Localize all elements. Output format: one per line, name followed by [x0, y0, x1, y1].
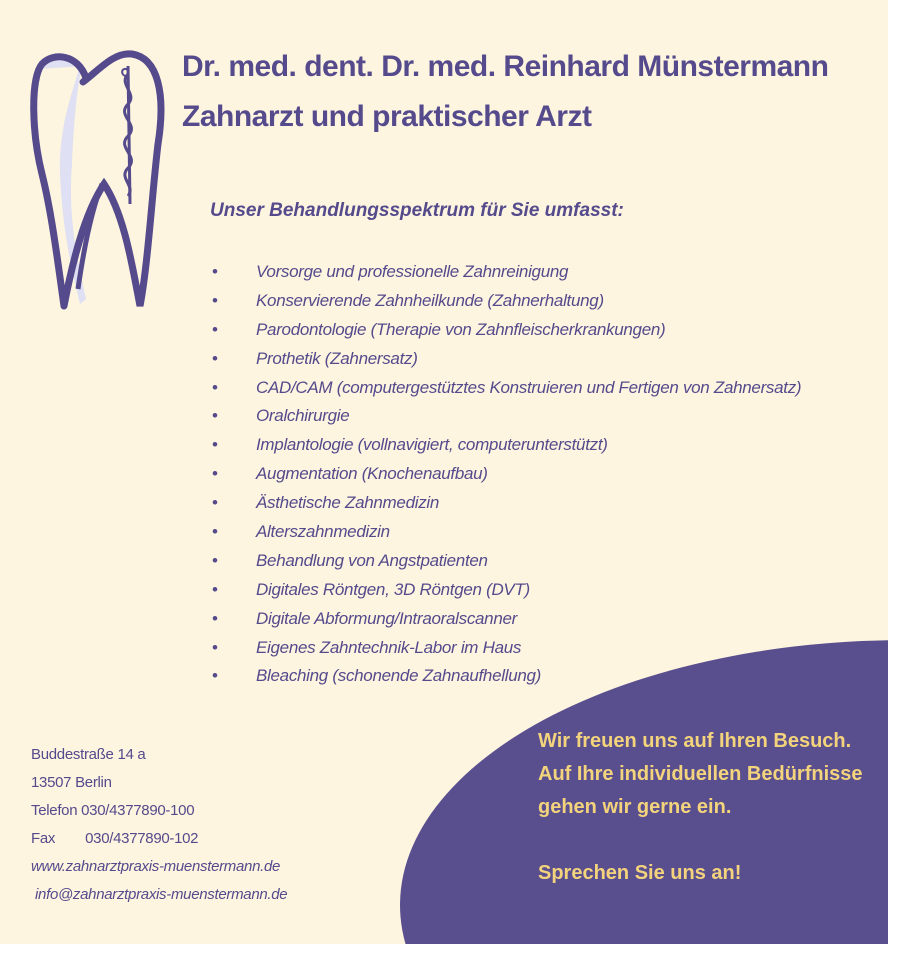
message-line: Auf Ihre individuellen Bedürfnisse — [538, 763, 863, 785]
doctor-profession-heading: Zahnarzt und praktischer Arzt — [182, 100, 592, 133]
service-item — [210, 349, 801, 378]
welcome-message — [538, 730, 863, 895]
service-item — [210, 406, 801, 435]
service-item — [210, 580, 801, 609]
website-link[interactable]: www.zahnarztpraxis-muenstermann.de — [31, 858, 281, 875]
service-item — [210, 291, 801, 320]
fax-number: 030/4377890-102 — [85, 830, 199, 847]
message-line: gehen wir gerne ein. — [538, 796, 732, 818]
service-label: Bleaching (schonende Zahnaufhellung) — [256, 666, 542, 686]
message-call-to-action: Sprechen Sie uns an! — [538, 862, 742, 884]
service-item — [210, 551, 801, 580]
bullet-icon: • — [212, 319, 218, 339]
service-item — [210, 378, 801, 407]
service-label: Implantologie (vollnavigiert, computerunterstützt) — [256, 435, 608, 455]
service-label: Vorsorge und professionelle Zahnreinigung — [256, 262, 569, 281]
service-item — [210, 464, 801, 493]
fax-row — [31, 830, 287, 858]
service-label: Parodontologie (Therapie von Zahnfleischerkrankungen) — [256, 319, 666, 339]
bullet-icon: • — [212, 290, 218, 310]
address-street: Buddestraße 14 a — [31, 746, 146, 763]
service-item — [210, 609, 801, 638]
service-label: Eigenes Zahntechnik-Labor im Haus — [256, 637, 522, 657]
bullet-icon: • — [212, 435, 218, 455]
bullet-icon: • — [212, 493, 218, 513]
address-city: 13507 Berlin — [31, 774, 112, 791]
services-list — [210, 262, 801, 695]
service-label: Digitale Abformung/Intraoralscanner — [256, 608, 518, 628]
doctor-name-heading: Dr. med. dent. Dr. med. Reinhard Münstermann — [182, 50, 829, 83]
phone-number: Telefon 030/4377890-100 — [31, 802, 195, 819]
service-label: Oralchirurgie — [256, 406, 350, 426]
service-item — [210, 320, 801, 349]
bullet-icon: • — [212, 579, 218, 599]
service-label: Prothetik (Zahnersatz) — [256, 348, 418, 368]
bullet-icon: • — [212, 262, 218, 281]
bullet-icon: • — [212, 348, 218, 368]
service-label: Alterszahnmedizin — [256, 522, 390, 542]
tooth-logo-icon — [28, 44, 178, 316]
service-item — [210, 493, 801, 522]
service-label: Augmentation (Knochenaufbau) — [256, 464, 488, 484]
services-intro: Unser Behandlungsspektrum für Sie umfasst: — [210, 200, 624, 221]
message-line: Wir freuen uns auf Ihren Besuch. — [538, 730, 852, 752]
service-item — [210, 435, 801, 464]
bullet-icon: • — [212, 608, 218, 628]
bullet-icon: • — [212, 550, 218, 570]
service-item — [210, 262, 801, 291]
service-label: Konservierende Zahnheilkunde (Zahnerhaltung) — [256, 290, 604, 310]
contact-block — [31, 746, 287, 914]
bullet-icon: • — [212, 464, 218, 484]
service-item — [210, 666, 801, 695]
bullet-icon: • — [212, 522, 218, 542]
fax-label: Fax — [31, 830, 56, 847]
service-label: Ästhetische Zahnmedizin — [256, 493, 440, 513]
service-label: Digitales Röntgen, 3D Röntgen (DVT) — [256, 579, 530, 599]
bullet-icon: • — [212, 377, 218, 397]
email-link[interactable]: info@zahnarztpraxis-muenstermann.de — [35, 886, 288, 903]
service-item — [210, 522, 801, 551]
bullet-icon: • — [212, 666, 218, 686]
service-label: Behandlung von Angstpatienten — [256, 550, 488, 570]
bullet-icon: • — [212, 637, 218, 657]
bullet-icon: • — [212, 406, 218, 426]
service-label: CAD/CAM (computergestütztes Konstruieren und Fertigen von Zahnersatz) — [256, 377, 802, 397]
service-item — [210, 638, 801, 667]
